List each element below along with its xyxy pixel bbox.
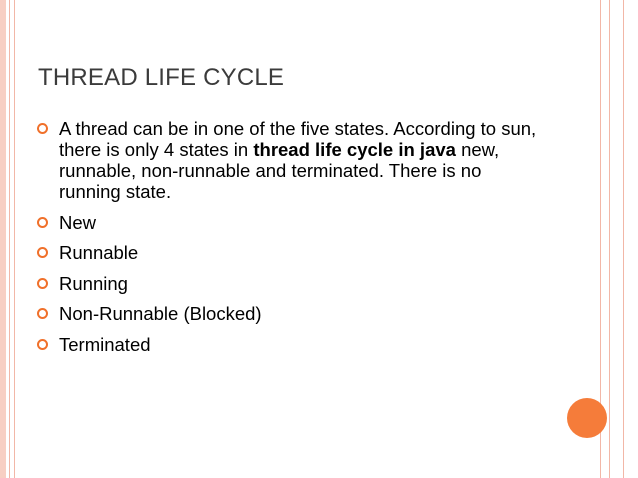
bullet-list bbox=[37, 118, 547, 364]
orange-circle-icon bbox=[567, 398, 607, 438]
bullet-text: Non-Runnable (Blocked) bbox=[59, 303, 262, 324]
bullet-text: A thread can be in one of the five states. According to sun, there is only 4 states in bbox=[59, 118, 537, 160]
bullet-text: Running bbox=[59, 272, 128, 294]
bullet-item bbox=[37, 242, 547, 263]
hollow-circle-bullet-icon bbox=[37, 123, 48, 134]
bullet-item bbox=[37, 334, 547, 355]
hollow-circle-bullet-icon bbox=[37, 278, 48, 289]
slide-title: THREAD LIFE CYCLE bbox=[38, 64, 285, 91]
bullet-text: New bbox=[59, 211, 97, 233]
hollow-circle-bullet-icon bbox=[37, 247, 48, 258]
hollow-circle-bullet-icon bbox=[37, 217, 48, 228]
bullet-item bbox=[37, 303, 547, 324]
right-border-line-2 bbox=[609, 0, 610, 478]
bullet-item bbox=[37, 273, 547, 294]
right-border-line-3 bbox=[623, 0, 624, 478]
left-border-bar bbox=[0, 0, 6, 478]
bullet-item bbox=[37, 118, 547, 202]
left-border-line bbox=[9, 0, 10, 478]
bullet-item bbox=[37, 212, 547, 233]
left-border-line-inner bbox=[14, 0, 15, 478]
hollow-circle-bullet-icon bbox=[37, 339, 48, 350]
bullet-bold-text: thread life cycle in java bbox=[253, 139, 456, 160]
hollow-circle-bullet-icon bbox=[37, 308, 48, 319]
bullet-text: Terminated bbox=[59, 333, 151, 355]
bullet-text-cont: new, runnable, non-runnable and terminated. There is no running state. bbox=[59, 139, 500, 202]
bullet-text: Runnable bbox=[59, 242, 139, 263]
